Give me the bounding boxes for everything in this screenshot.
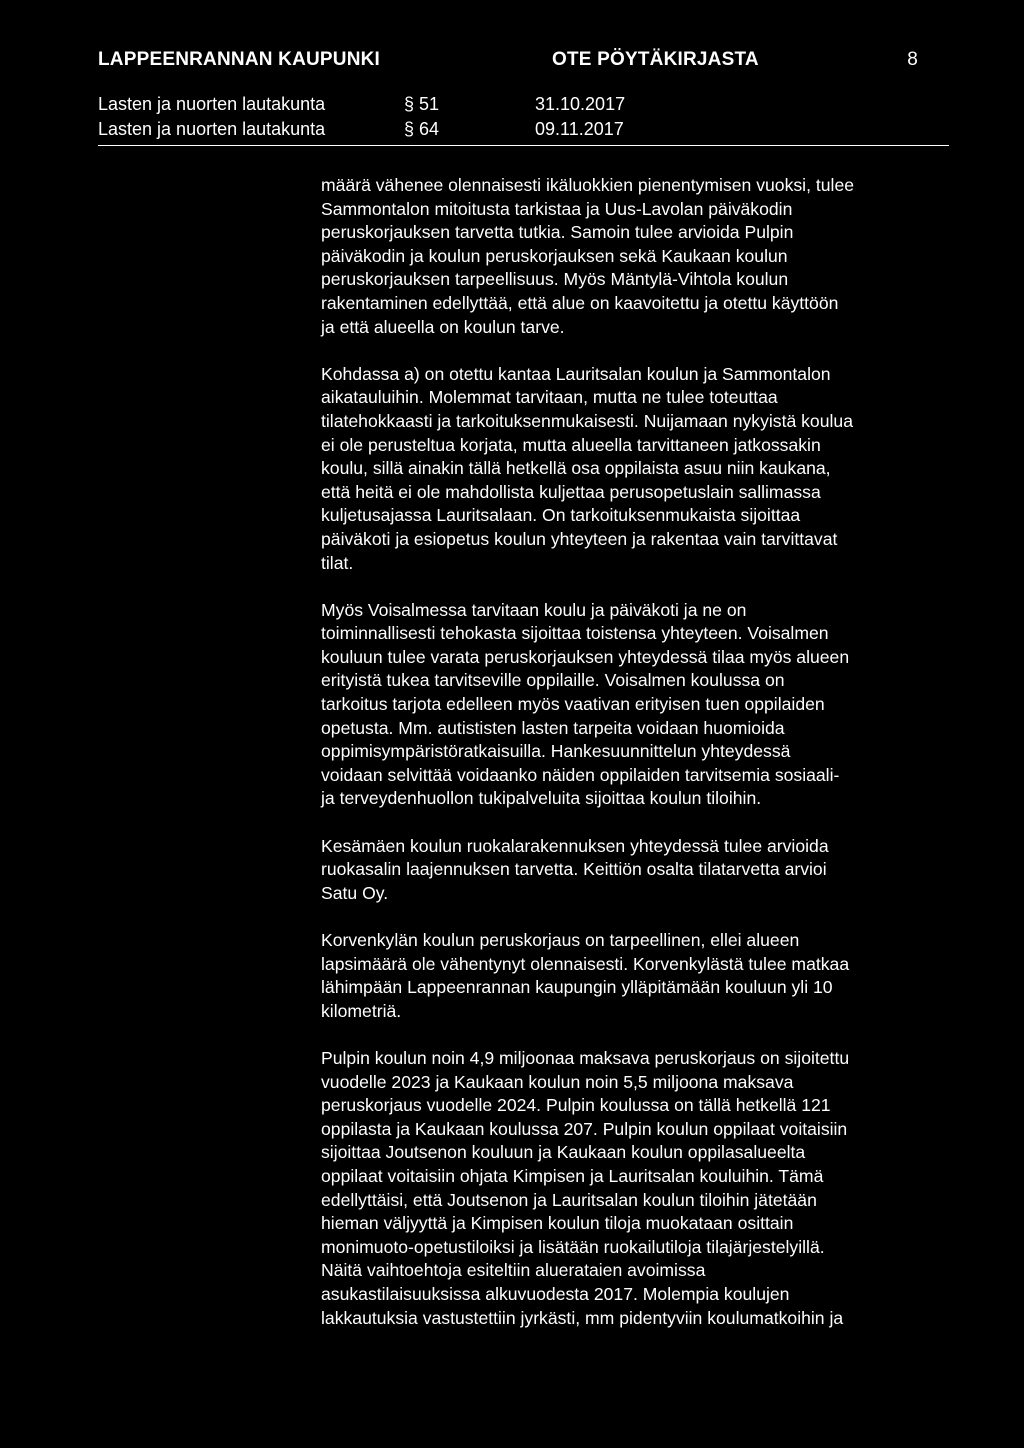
meeting-reference bbox=[98, 94, 658, 118]
document-header bbox=[98, 49, 918, 75]
meeting-date: 09.11.2017 bbox=[535, 119, 624, 139]
body-paragraph: määrä vähenee olennaisesti ikäluokkien pienentymisen vuoksi, tulee Sammontalon mitoitusta tarkistaa ja Uus-Lavolan päiväkodin peruskorjauksen tarvetta tutkia. Samoin tulee arvioida Pulpin päiväkodin ja koulun peruskorjauksen sekä Kaukaan koulun peruskorjauksen tarpeellisuus. Myös Mäntylä-Vihtola koulun rakentaminen edellyttää, että alue on kaavoitettu ja otettu käyttöön ja että alueella on koulun tarve. bbox=[321, 175, 855, 337]
body-paragraph: Myös Voisalmessa tarvitaan koulu ja päiväkoti ja ne on toiminnallisesti tehokasta sijoittaa toistensa yhteyteen. Voisalmen kouluun tulee varata peruskorjauksen yhteydessä tilaa myös alueen erityistä tukea tarvitseville oppilaille. Voisalmen koulussa on tarkoitus tarjota edelleen myös vaativan erityisen tuen oppilaiden opetusta. Mm. autististen lasten tarpeita voidaan huomioida oppimisympäristöratkaisuilla. Hankesuunnittelun yhteydessä voidaan selvittää voidaanko näiden oppilaiden tarvitsemia sosiaali- ja terveydenhuollon tukipalveluita sijoittaa koulun tiloihin. bbox=[321, 599, 850, 809]
header-divider bbox=[98, 145, 949, 146]
body-paragraph: Pulpin koulun noin 4,9 miljoonaa maksava peruskorjaus on sijoitettu vuodelle 2023 ja Kaukaan koulun noin 5,5 miljoona maksava peruskorjaus vuodelle 2024. Pulpin koulussa on tällä hetkellä 121 oppilasta ja Kaukaan koulussa 207. Pulpin koulun oppilaat voitaisiin sijoittaa Joutsenon kouluun ja Kaukaan koulun oppilasalueelta oppilaat voitaisiin ohjata Kimpisen ja Lauritsalan kouluihin. Tämä edellyttäisi, että Joutsenon ja Lauritsalan koulun tiloihin jätetään hieman väljyyttä ja Kimpisen koulun tiloja muokataan osittain monimuoto-opetustiloiksi ja lisätään ruokailutiloja tilajärjestelyillä. Näitä vaihtoehtoja esiteltiin aluerataien avoimissa asukastilaisuuksissa alkuvuodesta 2017. Molempia koulujen lakkautuksia vastustettiin jyrkästi, mm pidentyviin koulumatkoihin ja bbox=[321, 1047, 850, 1328]
document-body bbox=[321, 174, 961, 1330]
meeting-section: § 51 bbox=[404, 94, 440, 114]
organization-name: LAPPEENRANNAN KAUPUNKI bbox=[98, 49, 381, 70]
body-paragraph: Korvenkylän koulun peruskorjaus on tarpeellinen, ellei alueen lapsimäärä ole vähentynyt olennaisesti. Korvenkylästä tulee matkaa lähimpään Lappeenrannan kaupungin ylläpitämään kouluun yli 10 kilometriä. bbox=[321, 930, 850, 1021]
page-number: 8 bbox=[907, 49, 918, 70]
meeting-reference bbox=[98, 119, 658, 143]
body-paragraph: Kohdassa a) on otettu kantaa Lauritsalan koulun ja Sammontalon aikatauluihin. Molemmat tarvitaan, mutta ne tulee toteuttaa tilatehokkaasti ja tarkoituksenmukaisesti. Nuijamaan nykyistä koulua ei ole perusteltua korjata, mutta alueella tarvittaneen jatkossakin koulu, sillä ainakin tällä hetkellä osa oppilaista asuu niin kaukana, että heitä ei ole mahdollista kuljettaa perusopetuslain sallimassa kuljetusajassa Lauritsalaan. On tarkoituksenmukaista sijoittaa päiväkoti ja esiopetus koulun yhteyteen ja rakentaa vain tarvittavat tilat. bbox=[321, 363, 853, 573]
meeting-date: 31.10.2017 bbox=[535, 94, 626, 114]
body-paragraph: Kesämäen koulun ruokalarakennuksen yhteydessä tulee arvioida ruokasalin laajennuksen tarvetta. Keittiön osalta tilatarvetta arvioi Satu Oy. bbox=[321, 835, 829, 903]
meeting-body: Lasten ja nuorten lautakunta bbox=[98, 94, 326, 114]
meeting-section: § 64 bbox=[404, 119, 440, 139]
meeting-body: Lasten ja nuorten lautakunta bbox=[98, 119, 326, 139]
document-type: OTE PÖYTÄKIRJASTA bbox=[552, 49, 759, 70]
